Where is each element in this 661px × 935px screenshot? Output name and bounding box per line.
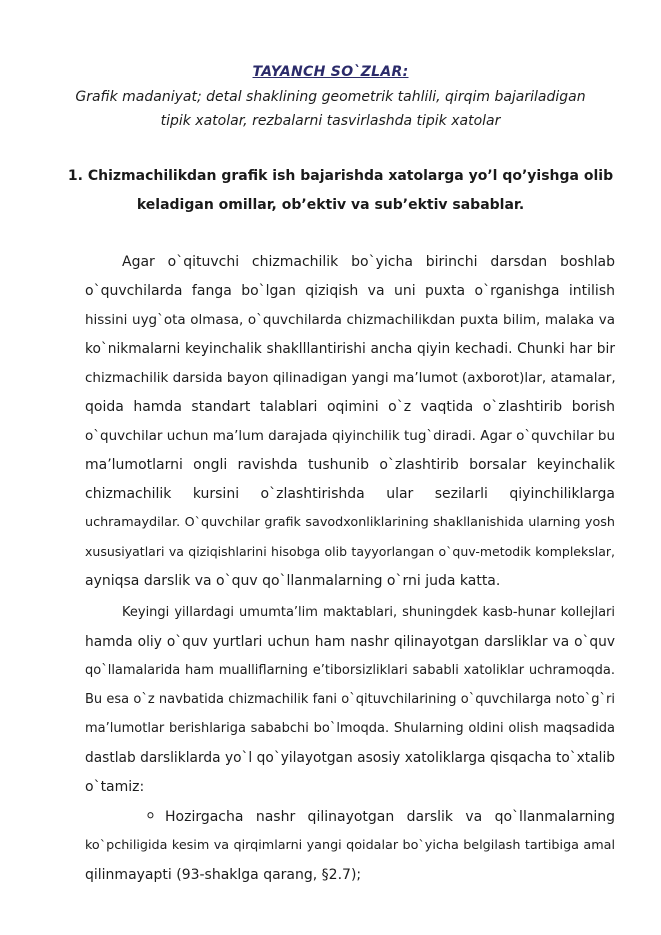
bullet-line: Hozirgacha nashr qilinayotgan darslik va qo`llanmalarning <box>165 809 615 825</box>
section-title-line-1: 1. Chizmachilikdan grafik ish bajarishda xatolarga yo’l qo’yishga olib <box>67 168 614 184</box>
paragraph-1-line: ko`nikmalarni keyinchalik shaklllantirishi ancha qiyin kechadi. Chunki har bir <box>85 341 615 357</box>
paragraph-1-line: hissini uyg`ota olmasa, o`quvchilarda chizmachilikdan puxta bilim, malaka va <box>85 312 615 328</box>
paragraph-1-line: qoida hamda standart talablari oqimini o`z vaqtida o`zlashtirib borish <box>85 399 615 415</box>
paragraph-1-line: ayniqsa darslik va o`quv qo`llanmalarning o`rni juda katta. <box>85 573 501 589</box>
paragraph-2-line: ma’lumotlar berishlariga sababchi bo`lmoqda. Shularning oldini olish maqsadida <box>85 721 615 736</box>
paragraph-2-line: o`tamiz: <box>85 779 145 795</box>
keywords-line-2: tipik xatolar, rezbalarni tasvirlashda tipik xatolar <box>160 113 501 129</box>
paragraph-1-line: o`quvchilarda fanga bo`lgan qiziqish va uni puxta o`rganishga intilish <box>85 283 615 299</box>
paragraph-2-line: hamda oliy o`quv yurtlari uchun ham nashr qilinayotgan darsliklar va o`quv <box>85 634 615 650</box>
paragraph-1-line: Agar o`qituvchi chizmachilik bo`yicha birinchi darsdan boshlab <box>122 254 615 270</box>
section-title-line-2: keladigan omillar, ob’ektiv va sub’ektiv sabablar. <box>136 197 525 213</box>
paragraph-1-line: chizmachilik darsida bayon qilinadigan yangi ma’lumot (axborot)lar, atamalar, <box>85 370 616 386</box>
bullet-line: qilinmayapti (93-shaklga qarang, §2.7); <box>85 867 362 883</box>
bullet-line: ko`pchiligida kesim va qirqimlarni yangi qoidalar bo`yicha belgilash tartibiga amal <box>85 838 615 853</box>
paragraph-1-line: o`quvchilar uchun ma’lum darajada qiyinchilik tug`diradi. Agar o`quvchilar bu <box>85 428 615 444</box>
paragraph-1-line: uchramaydilar. O`quvchilar grafik savodxonliklarining shakllanishida ularning yosh <box>85 515 615 530</box>
keywords-title: TAYANCH SO`ZLAR: <box>252 64 409 80</box>
bullet-circle-icon: ⚪ <box>145 809 156 824</box>
paragraph-2-line: qo`llamalarida ham mualliflarning e’tiborsizliklari sababli xatoliklar uchramoqda. <box>85 663 615 678</box>
paragraph-1-line: chizmachilik kursini o`zlashtirishda ular sezilarli qiyinchiliklarga <box>85 486 615 502</box>
paragraph-1-line: ma’lumotlarni ongli ravishda tushunib o`zlashtirib borsalar keyinchalik <box>85 457 615 473</box>
paragraph-1-line: xususiyatlari va qiziqishlarini hisobga olib tayyorlangan o`quv-metodik komplekslar, <box>85 544 615 559</box>
paragraph-2-line: Bu esa o`z navbatida chizmachilik fani o`qituvchilarining o`quvchilarga noto`g`ri <box>85 692 615 707</box>
paragraph-2-line: Keyingi yillardagi umumta’lim maktablari, shuningdek kasb-hunar kollejlari <box>122 605 615 620</box>
paragraph-2-line: dastlab darsliklarda yo`l qo`yilayotgan asosiy xatoliklarga qisqacha to`xtalib <box>85 750 615 766</box>
keywords-line-1: Grafik madaniyat; detal shaklining geometrik tahlili, qirqim bajariladigan <box>75 89 586 105</box>
